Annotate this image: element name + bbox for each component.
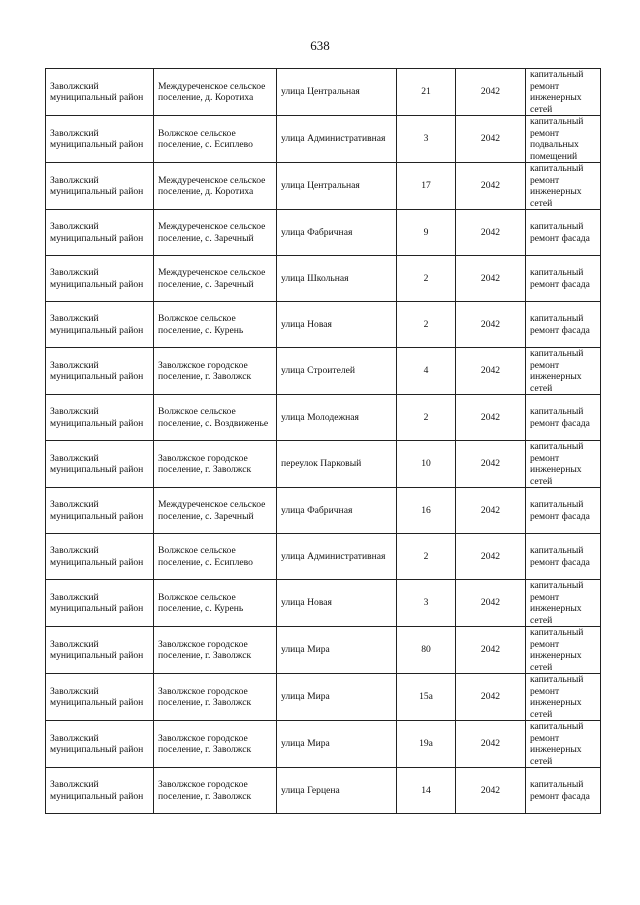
work-type-cell: капитальный ремонт фасада — [526, 534, 601, 580]
table-row — [46, 534, 601, 580]
work-type-cell: капитальный ремонт инженерных сетей — [526, 69, 601, 116]
work-type-cell: капитальный ремонт фасада — [526, 256, 601, 302]
street-cell: улица Фабричная — [277, 488, 397, 534]
work-type-cell: капитальный ремонт фасада — [526, 395, 601, 441]
year-cell: 2042 — [456, 116, 526, 163]
street-cell: улица Новая — [277, 302, 397, 348]
repair-schedule-table — [45, 68, 601, 814]
work-type-cell: капитальный ремонт фасада — [526, 768, 601, 814]
year-cell: 2042 — [456, 488, 526, 534]
table-row — [46, 256, 601, 302]
district-cell: Заволжский муниципальный район — [46, 395, 154, 441]
year-cell: 2042 — [456, 163, 526, 210]
year-cell: 2042 — [456, 441, 526, 488]
house-number-cell: 3 — [397, 580, 456, 627]
work-type-cell: капитальный ремонт фасада — [526, 302, 601, 348]
table-row — [46, 674, 601, 721]
house-number-cell: 2 — [397, 256, 456, 302]
table-row — [46, 441, 601, 488]
work-type-cell: капитальный ремонт инженерных сетей — [526, 348, 601, 395]
district-cell: Заволжский муниципальный район — [46, 721, 154, 768]
work-type-cell: капитальный ремонт инженерных сетей — [526, 580, 601, 627]
street-cell: улица Административная — [277, 116, 397, 163]
district-cell: Заволжский муниципальный район — [46, 163, 154, 210]
district-cell: Заволжский муниципальный район — [46, 768, 154, 814]
work-type-cell: капитальный ремонт фасада — [526, 210, 601, 256]
district-cell: Заволжский муниципальный район — [46, 348, 154, 395]
year-cell: 2042 — [456, 534, 526, 580]
year-cell: 2042 — [456, 210, 526, 256]
work-type-cell: капитальный ремонт инженерных сетей — [526, 441, 601, 488]
year-cell: 2042 — [456, 627, 526, 674]
district-cell: Заволжский муниципальный район — [46, 302, 154, 348]
settlement-cell: Волжское сельское поселение, с. Курень — [154, 302, 277, 348]
year-cell: 2042 — [456, 348, 526, 395]
table-row — [46, 302, 601, 348]
table-row — [46, 116, 601, 163]
district-cell: Заволжский муниципальный район — [46, 580, 154, 627]
settlement-cell: Волжское сельское поселение, с. Воздвиженье — [154, 395, 277, 441]
street-cell: улица Центральная — [277, 69, 397, 116]
settlement-cell: Междуреченское сельское поселение, с. Заречный — [154, 210, 277, 256]
street-cell: улица Центральная — [277, 163, 397, 210]
table-row — [46, 721, 601, 768]
house-number-cell: 2 — [397, 302, 456, 348]
work-type-cell: капитальный ремонт подвальных помещений — [526, 116, 601, 163]
settlement-cell: Заволжское городское поселение, г. Заволжск — [154, 674, 277, 721]
district-cell: Заволжский муниципальный район — [46, 534, 154, 580]
district-cell: Заволжский муниципальный район — [46, 627, 154, 674]
year-cell: 2042 — [456, 395, 526, 441]
street-cell: улица Мира — [277, 721, 397, 768]
settlement-cell: Междуреченское сельское поселение, д. Коротиха — [154, 163, 277, 210]
street-cell: улица Строителей — [277, 348, 397, 395]
table-body — [46, 69, 601, 814]
work-type-cell: капитальный ремонт инженерных сетей — [526, 721, 601, 768]
street-cell: улица Молодежная — [277, 395, 397, 441]
street-cell: улица Мира — [277, 674, 397, 721]
street-cell: улица Мира — [277, 627, 397, 674]
table-row — [46, 488, 601, 534]
house-number-cell: 17 — [397, 163, 456, 210]
street-cell: улица Административная — [277, 534, 397, 580]
work-type-cell: капитальный ремонт инженерных сетей — [526, 163, 601, 210]
table-row — [46, 348, 601, 395]
work-type-cell: капитальный ремонт фасада — [526, 488, 601, 534]
year-cell: 2042 — [456, 302, 526, 348]
house-number-cell: 14 — [397, 768, 456, 814]
work-type-cell: капитальный ремонт инженерных сетей — [526, 674, 601, 721]
settlement-cell: Волжское сельское поселение, с. Курень — [154, 580, 277, 627]
district-cell: Заволжский муниципальный район — [46, 210, 154, 256]
district-cell: Заволжский муниципальный район — [46, 488, 154, 534]
district-cell: Заволжский муниципальный район — [46, 441, 154, 488]
work-type-cell: капитальный ремонт инженерных сетей — [526, 627, 601, 674]
table-row — [46, 768, 601, 814]
year-cell: 2042 — [456, 580, 526, 627]
settlement-cell: Заволжское городское поселение, г. Заволжск — [154, 627, 277, 674]
house-number-cell: 10 — [397, 441, 456, 488]
house-number-cell: 2 — [397, 395, 456, 441]
year-cell: 2042 — [456, 256, 526, 302]
year-cell: 2042 — [456, 674, 526, 721]
year-cell: 2042 — [456, 69, 526, 116]
settlement-cell: Заволжское городское поселение, г. Заволжск — [154, 441, 277, 488]
house-number-cell: 3 — [397, 116, 456, 163]
settlement-cell: Волжское сельское поселение, с. Есиплево — [154, 534, 277, 580]
table-row — [46, 69, 601, 116]
district-cell: Заволжский муниципальный район — [46, 116, 154, 163]
street-cell: улица Фабричная — [277, 210, 397, 256]
street-cell: улица Новая — [277, 580, 397, 627]
house-number-cell: 21 — [397, 69, 456, 116]
table-row — [46, 163, 601, 210]
street-cell: улица Школьная — [277, 256, 397, 302]
street-cell: улица Герцена — [277, 768, 397, 814]
settlement-cell: Заволжское городское поселение, г. Заволжск — [154, 348, 277, 395]
district-cell: Заволжский муниципальный район — [46, 256, 154, 302]
settlement-cell: Междуреченское сельское поселение, д. Коротиха — [154, 69, 277, 116]
house-number-cell: 19а — [397, 721, 456, 768]
house-number-cell: 2 — [397, 534, 456, 580]
house-number-cell: 16 — [397, 488, 456, 534]
page-number: 638 — [310, 38, 330, 53]
table-row — [46, 627, 601, 674]
settlement-cell: Междуреченское сельское поселение, с. Заречный — [154, 488, 277, 534]
house-number-cell: 9 — [397, 210, 456, 256]
district-cell: Заволжский муниципальный район — [46, 69, 154, 116]
district-cell: Заволжский муниципальный район — [46, 674, 154, 721]
settlement-cell: Заволжское городское поселение, г. Заволжск — [154, 768, 277, 814]
settlement-cell: Волжское сельское поселение, с. Есиплево — [154, 116, 277, 163]
house-number-cell: 15а — [397, 674, 456, 721]
house-number-cell: 4 — [397, 348, 456, 395]
table-row — [46, 580, 601, 627]
year-cell: 2042 — [456, 721, 526, 768]
settlement-cell: Заволжское городское поселение, г. Заволжск — [154, 721, 277, 768]
table-row — [46, 395, 601, 441]
table-row — [46, 210, 601, 256]
year-cell: 2042 — [456, 768, 526, 814]
street-cell: переулок Парковый — [277, 441, 397, 488]
house-number-cell: 80 — [397, 627, 456, 674]
settlement-cell: Междуреченское сельское поселение, с. Заречный — [154, 256, 277, 302]
